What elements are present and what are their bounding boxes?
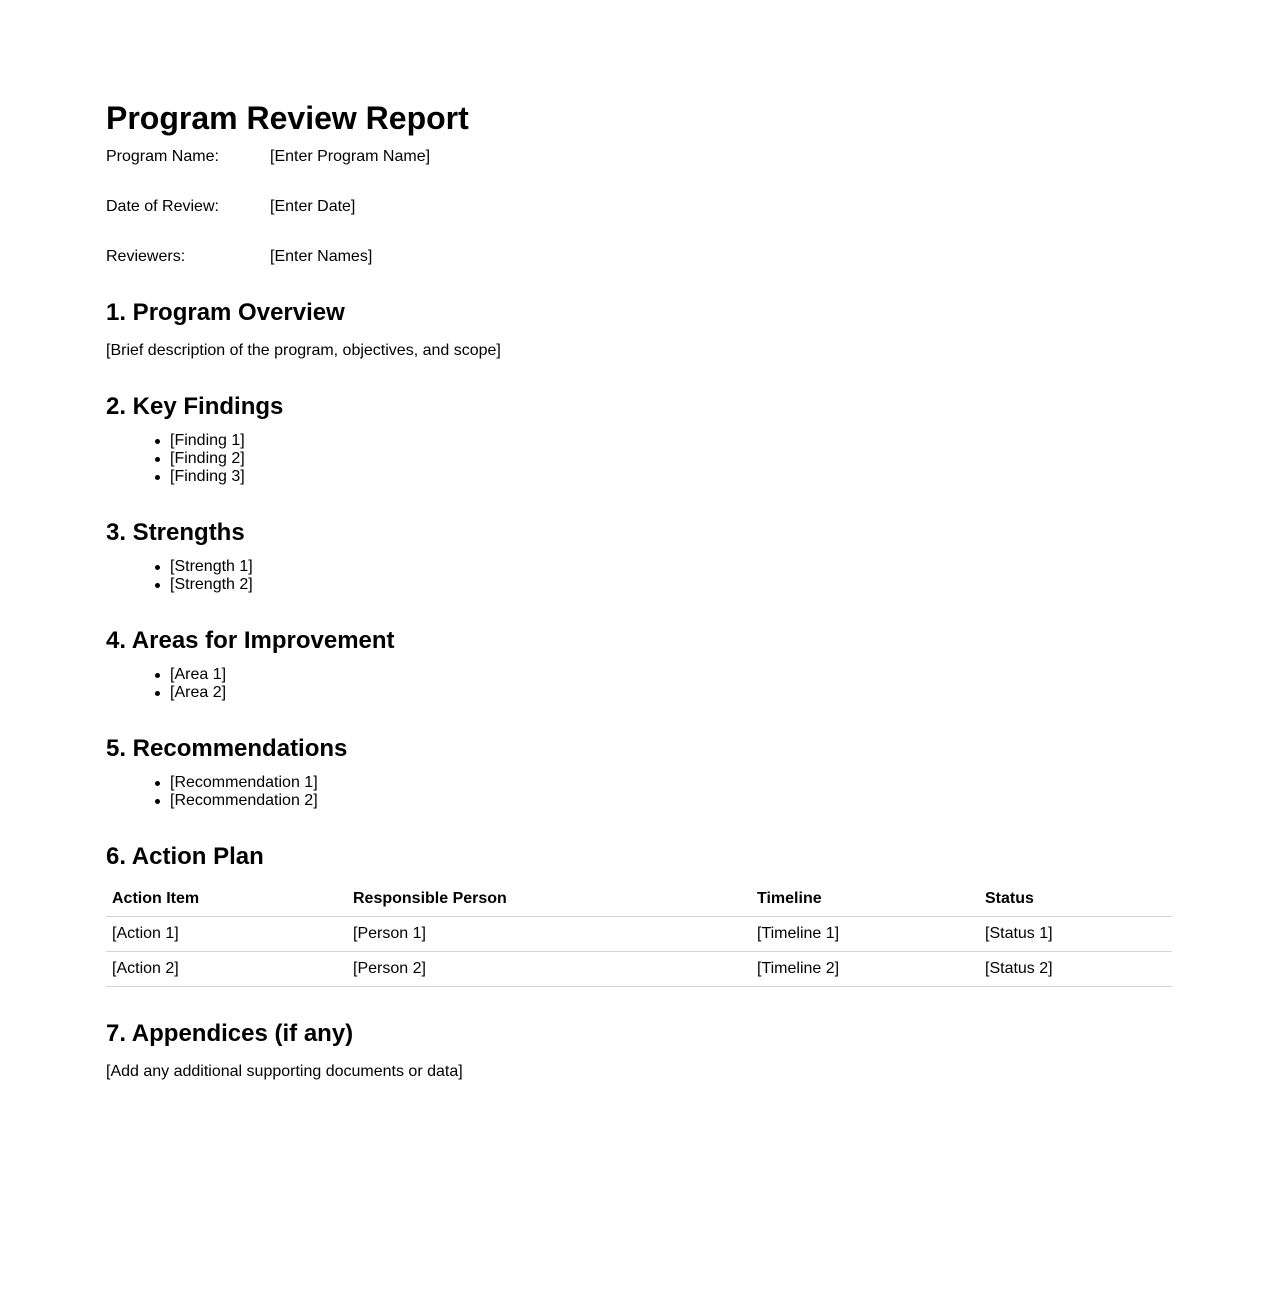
recommendation-text: [Recommendation 1] — [170, 774, 318, 791]
finding-text: [Finding 2] — [170, 450, 245, 467]
table-row — [106, 952, 1172, 987]
report-title: Program Review Report — [106, 100, 469, 136]
appendices-text: [Add any additional supporting documents or data] — [106, 1063, 463, 1080]
improvement-list — [106, 666, 226, 702]
action-plan-heading: 6. Action Plan — [106, 843, 264, 870]
column-header-action-item: Action Item — [106, 882, 347, 917]
review-date-value: [Enter Date] — [270, 198, 356, 215]
status-cell: [Status 2] — [979, 952, 1172, 987]
status-cell: [Status 1] — [979, 917, 1172, 952]
recommendations-list — [106, 774, 318, 810]
bullet-icon — [155, 457, 160, 462]
recommendations-heading: 5. Recommendations — [106, 735, 348, 762]
overview-heading: 1. Program Overview — [106, 299, 345, 326]
recommendation-text: [Recommendation 2] — [170, 792, 318, 809]
person-cell: [Person 1] — [347, 917, 751, 952]
bullet-icon — [155, 799, 160, 804]
review-date-label: Date of Review: — [106, 198, 219, 215]
list-item — [106, 576, 253, 594]
finding-text: [Finding 1] — [170, 432, 245, 449]
findings-list — [106, 432, 245, 486]
bullet-icon — [155, 781, 160, 786]
program-name-label: Program Name: — [106, 148, 219, 165]
bullet-icon — [155, 565, 160, 570]
timeline-cell: [Timeline 1] — [751, 917, 979, 952]
bullet-icon — [155, 583, 160, 588]
action-cell: [Action 2] — [106, 952, 347, 987]
list-item — [106, 558, 253, 576]
list-item — [106, 450, 245, 468]
list-item — [106, 432, 245, 450]
bullet-icon — [155, 475, 160, 480]
list-item — [106, 684, 226, 702]
strengths-heading: 3. Strengths — [106, 519, 245, 546]
column-header-timeline: Timeline — [751, 882, 979, 917]
overview-text: [Brief description of the program, objectives, and scope] — [106, 342, 501, 359]
list-item — [106, 468, 245, 486]
list-item — [106, 774, 318, 792]
bullet-icon — [155, 673, 160, 678]
strength-text: [Strength 2] — [170, 576, 253, 593]
reviewers-value: [Enter Names] — [270, 248, 373, 265]
action-plan-table — [106, 882, 1172, 987]
program-name-value: [Enter Program Name] — [270, 148, 431, 165]
bullet-icon — [155, 439, 160, 444]
improvement-text: [Area 2] — [170, 684, 227, 701]
findings-heading: 2. Key Findings — [106, 393, 284, 420]
finding-text: [Finding 3] — [170, 468, 245, 485]
list-item — [106, 666, 226, 684]
table-row — [106, 917, 1172, 952]
improvement-heading: 4. Areas for Improvement — [106, 627, 395, 654]
strengths-list — [106, 558, 253, 594]
improvement-text: [Area 1] — [170, 666, 227, 683]
column-header-responsible-person: Responsible Person — [347, 882, 751, 917]
reviewers-label: Reviewers: — [106, 248, 186, 265]
timeline-cell: [Timeline 2] — [751, 952, 979, 987]
list-item — [106, 792, 318, 810]
bullet-icon — [155, 691, 160, 696]
person-cell: [Person 2] — [347, 952, 751, 987]
strength-text: [Strength 1] — [170, 558, 253, 575]
action-cell: [Action 1] — [106, 917, 347, 952]
table-header-row — [106, 882, 1172, 917]
appendices-heading: 7. Appendices (if any) — [106, 1020, 354, 1047]
column-header-status: Status — [979, 882, 1172, 917]
